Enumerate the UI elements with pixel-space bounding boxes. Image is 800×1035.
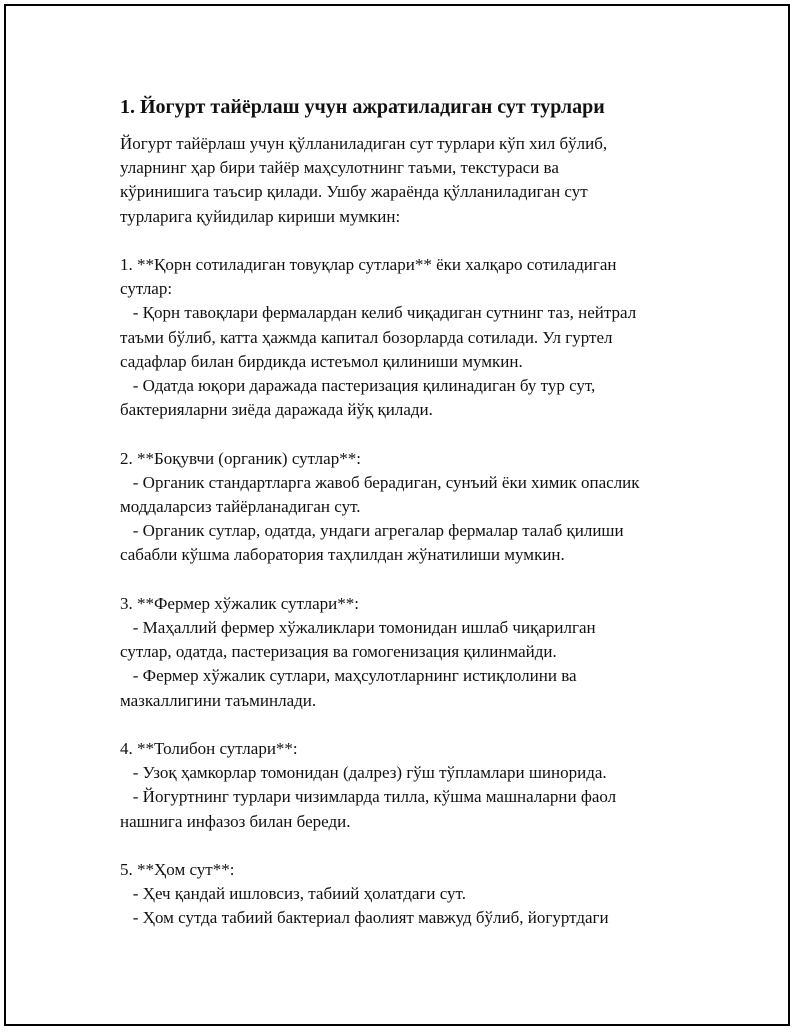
section-heading: 4. **Толибон сутлари**: [120,739,298,759]
section-bullet: - Одатда юқори даражада пастеризация қилинадиган бу тур сут, бактерияларни зиёда даражада йўқ қилади. [120,376,596,420]
section-heading: 3. **Фермер хўжалик сутлари**: [120,593,359,613]
section-5 [120,858,720,931]
spacer [120,834,720,858]
section-4 [120,737,720,834]
section-bullet: - Ҳом сутда табиий бактериал фаолият мавжуд бўлиб, йогуртдаги [120,908,609,928]
section-3 [120,592,720,713]
section-bullet: - Фермер хўжалик сутлари, маҳсулотларнинг истиқлолини ва мазкаллигини таъминлади. [120,666,577,710]
section-bullet: - Органик стандартларга жавоб берадиган, сунъий ёки химик опаслик моддаларсиз тайёрланадиган сут. [120,472,640,517]
section-bullet: - Йогуртнинг турлари чизимларда тилла, кўшма машналарни фаол нашнига инфазоз билан береди. [120,787,617,831]
intro-paragraph: Йогурт тайёрлаш учун қўлланиладиган сут турлари кўп хил бўлиб, уларнинг ҳар бири тайёр маҳсулотнинг таъми, текстураси ва кўринишига таъсир қилади. Ушбу жараёнда қўлланиладиган сут турларига қуйидилар кириши мумкин: [120,134,608,226]
document-title: 1. Йогурт тайёрлаш учун ажратиладиган сут турлари [120,96,605,118]
spacer [120,229,720,253]
spacer [120,713,720,737]
document-content [120,94,720,931]
section-2 [120,447,720,568]
section-bullet: - Органик сутлар, одатда, ундаги агрегалар фермалар талаб қилиши сабабли кўшма лаборатория таҳлилдан жўнатилиши мумкин. [120,521,624,565]
section-bullet: - Маҳаллий фермер хўжаликлари томонидан ишлаб чиқарилган сутлар, одатда, пастеризация ва гомогенизация қилинмайди. [120,618,596,662]
section-bullet: - Узоқ ҳамкорлар томонидан (далрез) гўш тўпламлари шинорида. [120,763,607,783]
section-heading: 5. **Ҳом сут**: [120,860,235,880]
section-bullet: - Қорн тавоқлари фермалардан келиб чиқадиган сутнинг таз, нейтрал таъми бўлиб, катта ҳажмда капитал бозорларда сотилади. Ул гуртел садафлар билан бирдикда истеъмол қилиниши мумкин. [120,303,637,371]
section-1 [120,253,720,422]
section-heading: 2. **Боқувчи (органик) сутлар**: [120,448,361,468]
section-bullet: - Ҳеч қандай ишловсиз, табиий ҳолатдаги сут. [120,884,466,904]
section-heading: 1. **Қорн сотиладиган товуқлар сутлари** ёки халқаро сотиладиган сутлар: [120,255,617,299]
document-page [4,4,790,1026]
spacer [120,422,720,446]
spacer [120,568,720,592]
